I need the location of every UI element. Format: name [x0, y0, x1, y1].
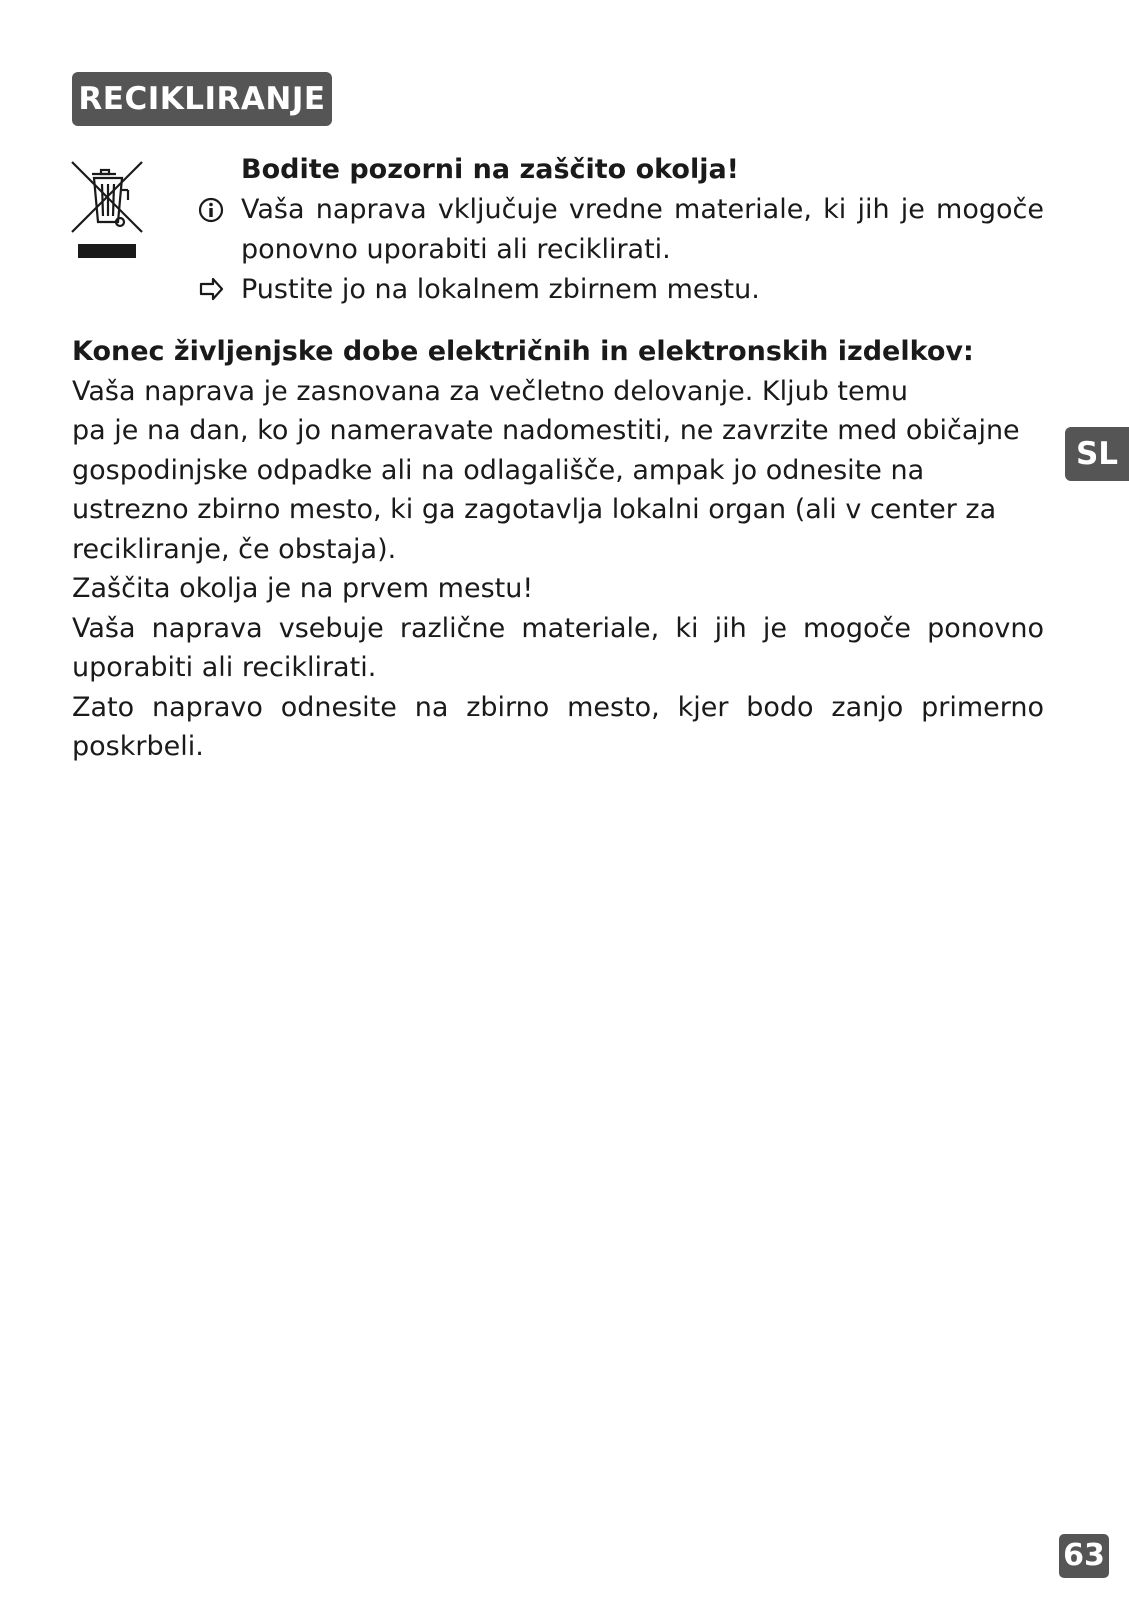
info-icon — [198, 190, 241, 270]
section-title: RECIKLIRANJE — [72, 72, 332, 126]
crossed-out-bin-icon — [70, 160, 145, 265]
notice-item-text: Pustite jo na lokalnem zbirnem mestu. — [241, 274, 760, 305]
language-tab: SL — [1065, 427, 1129, 481]
notice-heading: Bodite pozorni na zaščito okolja! — [241, 154, 739, 185]
disposal-section — [72, 332, 1044, 767]
page-number: 63 — [1059, 1534, 1109, 1578]
arrow-right-icon — [198, 270, 241, 310]
body-paragraph: Vaša naprava vsebuje različne materiale, ki jih je mogoče ponovno uporabiti ali reciklirati. — [72, 612, 1044, 683]
body-paragraph: Vaša naprava je zasnovana za večletno delovanje. Kljub temu — [72, 375, 909, 407]
body-paragraph: Zato napravo odnesite na zbirno mesto, kjer bodo zanjo primerno poskrbeli. — [72, 691, 1044, 762]
body-paragraph: pa je na dan, ko jo nameravate nadomestiti, ne zavrzite med običajne gospodinjske odpadke ali na odlagališče, ampak jo odnesite na ustrezno zbirno mesto, ki ga zagotavlja lokalni organ (ali v center za recikliranje, če obstaja). — [72, 415, 1020, 565]
notice-item — [198, 190, 1044, 270]
disposal-title: Konec življenjske dobe električnih in elektronskih izdelkov: — [72, 336, 974, 367]
body-paragraph: Zaščita okolja je na prvem mestu! — [72, 573, 534, 604]
notice-item — [198, 270, 1044, 310]
notice-item-text: Vaša naprava vključuje vredne materiale, ki jih je mogoče ponovno uporabiti ali reciklirati. — [241, 194, 1044, 265]
environment-notice — [198, 150, 1044, 310]
